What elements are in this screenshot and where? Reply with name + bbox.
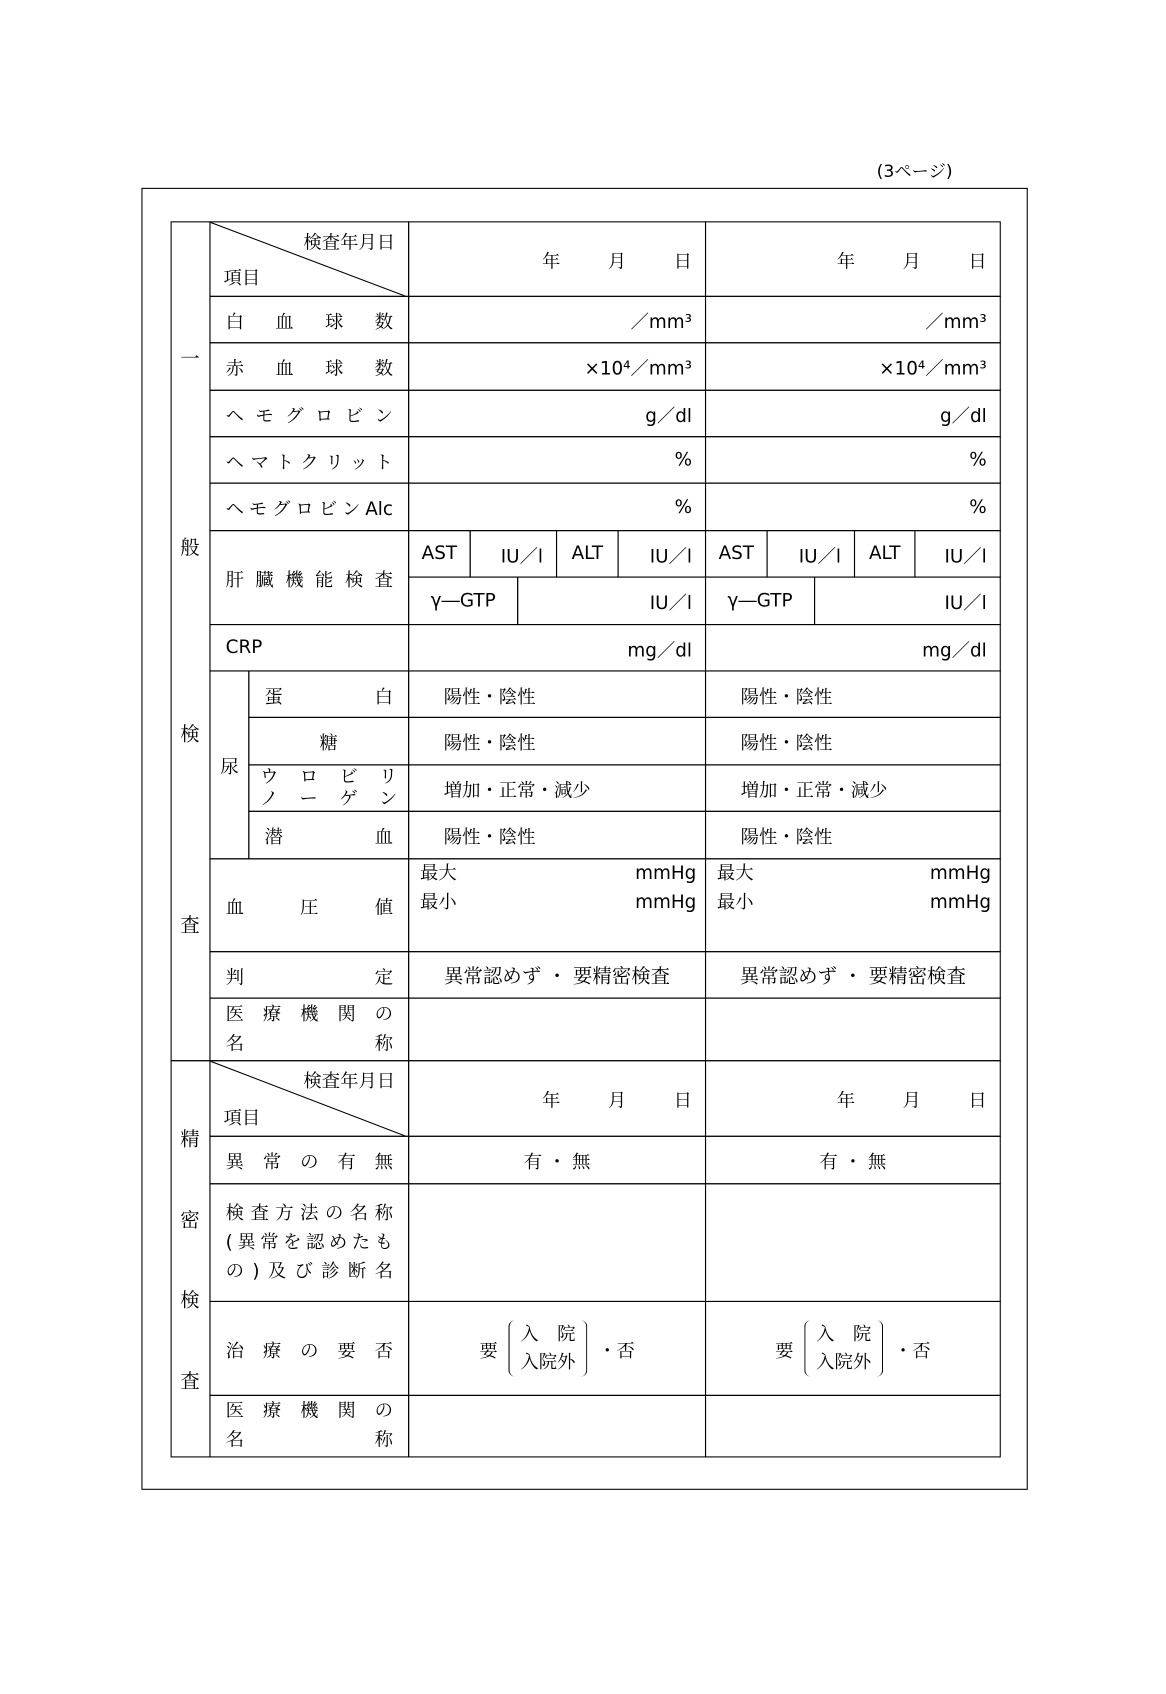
hemoglobin-label: ヘモグロビン [209, 390, 409, 438]
judgement-label: 判定 [209, 951, 409, 999]
wbc-field-2[interactable]: ／mm³ [705, 296, 1001, 344]
year-label: 年 [836, 251, 856, 273]
bp-unit: mmHg [929, 891, 992, 914]
urobilinogen-field-1[interactable]: 増加・正常・減少 [408, 764, 706, 812]
bp-unit: mmHg [635, 891, 697, 914]
hba1c-label: ヘモグロビンAlc [209, 483, 409, 532]
occult-blood-field-2[interactable]: 陽性・陰性 [705, 811, 1001, 860]
page-number: (3ページ) [876, 160, 953, 182]
rbc-field-1[interactable]: ×10⁴／mm³ [408, 342, 706, 391]
urine-label: 尿 [209, 670, 249, 859]
liver-function-label: 肝臓機能検査 [209, 530, 409, 625]
hba1c-field-2[interactable]: % [705, 483, 1001, 532]
urine-sugar-field-1[interactable]: 陽性・陰性 [408, 717, 706, 766]
urine-sugar-field-2[interactable]: 陽性・陰性 [705, 717, 1001, 766]
crp-field-2[interactable]: mg／dl [705, 624, 1001, 672]
exam-date-field-2[interactable] [705, 221, 1001, 297]
ast-label: AST [408, 530, 471, 578]
outpatient-option[interactable]: 入院外 [520, 1351, 576, 1374]
bp-min-label: 最小 [419, 891, 457, 914]
blood-pressure-label: 血圧値 [209, 858, 409, 952]
institution-label: 医療機関の 名称 [209, 1395, 409, 1458]
treatment-field-1[interactable] [408, 1301, 706, 1396]
item-label: 項目 [223, 267, 261, 290]
hematocrit-field-1[interactable]: % [408, 436, 706, 484]
year-label: 年 [836, 1090, 856, 1112]
section-char: 査 [180, 914, 200, 938]
section-char: 般 [180, 536, 200, 560]
ast-field-2[interactable]: IU／l [767, 530, 856, 578]
institution-field-2[interactable] [705, 998, 1001, 1062]
ggtp-label: γ―GTP [705, 577, 815, 626]
hemoglobin-field-2[interactable]: g／dl [705, 390, 1001, 438]
ast-label: AST [705, 530, 768, 578]
hospitalization-bracket [508, 1320, 587, 1376]
alt-label: ALT [556, 530, 619, 578]
section-char: 査 [180, 1370, 200, 1393]
inpatient-option[interactable]: 入 院 [520, 1323, 576, 1346]
header-diagonal-cell [209, 221, 409, 297]
alt-field-2[interactable]: IU／l [914, 530, 1000, 578]
section-char: 検 [180, 723, 200, 747]
occult-blood-field-1[interactable]: 陽性・陰性 [408, 811, 706, 860]
need-option[interactable]: 要 [775, 1340, 794, 1362]
item-label: 項目 [223, 1107, 261, 1130]
judgement-field-1[interactable]: 異常認めず ・ 要精密検査 [408, 951, 706, 999]
rbc-field-2[interactable]: ×10⁴／mm³ [705, 342, 1001, 391]
outpatient-option[interactable]: 入院外 [816, 1351, 872, 1374]
ast-field-1[interactable]: IU／l [470, 530, 557, 578]
date-label: 検査年月日 [303, 232, 396, 254]
abnormality-label: 異常の有無 [209, 1136, 409, 1185]
hba1c-field-1[interactable]: % [408, 483, 706, 532]
urine-protein-field-2[interactable]: 陽性・陰性 [705, 670, 1001, 718]
institution-field-1[interactable] [408, 998, 706, 1062]
detail-date-field-1[interactable] [408, 1060, 706, 1137]
wbc-field-1[interactable]: ／mm³ [408, 296, 706, 344]
section-char: 検 [180, 1289, 200, 1312]
bp-min-label: 最小 [716, 891, 754, 914]
hematocrit-field-2[interactable]: % [705, 436, 1001, 484]
day-label: 日 [968, 1090, 987, 1112]
judgement-field-2[interactable]: 異常認めず ・ 要精密検査 [705, 951, 1001, 999]
treatment-label: 治療の要否 [209, 1301, 409, 1396]
detail-institution-field-2[interactable] [705, 1395, 1001, 1458]
ggtp-field-2[interactable]: IU／l [814, 577, 1001, 626]
month-label: 月 [607, 251, 627, 273]
bp-max-label: 最大 [716, 862, 754, 885]
hospitalization-bracket [804, 1320, 883, 1376]
crp-label: CRP [209, 624, 409, 672]
month-label: 月 [902, 251, 921, 273]
ggtp-field-1[interactable]: IU／l [517, 577, 706, 626]
section-char: 密 [180, 1209, 200, 1232]
urobilinogen-label: ウロビリ ノーゲン [248, 764, 409, 812]
abnormality-field-2[interactable]: 有 ・ 無 [705, 1136, 1001, 1185]
blood-pressure-field-2[interactable] [705, 858, 1001, 952]
exam-method-field-2[interactable] [705, 1183, 1001, 1302]
hemoglobin-field-1[interactable]: g／dl [408, 390, 706, 438]
ggtp-label: γ―GTP [408, 577, 518, 626]
urine-sugar-label: 糖 [248, 717, 409, 766]
abnormality-field-1[interactable]: 有 ・ 無 [408, 1136, 706, 1185]
section-char: 一 [180, 347, 200, 371]
treatment-field-2[interactable] [705, 1301, 1001, 1396]
detail-institution-field-1[interactable] [408, 1395, 706, 1458]
occult-blood-label: 潜血 [248, 811, 409, 860]
bp-max-label: 最大 [419, 862, 457, 885]
year-label: 年 [541, 251, 561, 273]
year-label: 年 [541, 1090, 561, 1112]
not-needed-option[interactable]: ・否 [598, 1340, 635, 1362]
hematocrit-label: ヘマトクリット [209, 436, 409, 484]
month-label: 月 [902, 1090, 921, 1112]
alt-field-1[interactable]: IU／l [618, 530, 707, 578]
urine-protein-label: 蛋白 [248, 670, 409, 718]
date-label: 検査年月日 [303, 1070, 396, 1093]
institution-label: 医療機関の 名称 [209, 998, 409, 1062]
month-label: 月 [607, 1090, 627, 1112]
day-label: 日 [968, 251, 987, 273]
urobilinogen-field-2[interactable]: 増加・正常・減少 [705, 764, 1001, 812]
wbc-label: 白血球数 [209, 296, 409, 344]
day-label: 日 [673, 1090, 693, 1112]
crp-field-1[interactable]: mg／dl [408, 624, 706, 672]
alt-label: ALT [854, 530, 916, 578]
urine-protein-field-1[interactable]: 陽性・陰性 [408, 670, 706, 718]
rbc-label: 赤血球数 [209, 342, 409, 391]
detail-date-field-2[interactable] [705, 1060, 1001, 1137]
day-label: 日 [673, 251, 693, 273]
bp-unit: mmHg [635, 862, 697, 885]
inpatient-option[interactable]: 入 院 [816, 1323, 872, 1346]
exam-method-field-1[interactable] [408, 1183, 706, 1302]
detail-section-cell [171, 1060, 211, 1457]
need-option[interactable]: 要 [479, 1340, 498, 1362]
bp-unit: mmHg [929, 862, 992, 885]
header-diagonal-cell [209, 1060, 409, 1137]
not-needed-option[interactable]: ・否 [893, 1340, 931, 1362]
section-char: 精 [180, 1128, 200, 1151]
exam-date-field-1[interactable] [408, 221, 706, 297]
blood-pressure-field-1[interactable] [408, 858, 706, 952]
exam-method-label: 検査方法の名称 (異常を認めたも の)及び診断名 [209, 1183, 409, 1302]
